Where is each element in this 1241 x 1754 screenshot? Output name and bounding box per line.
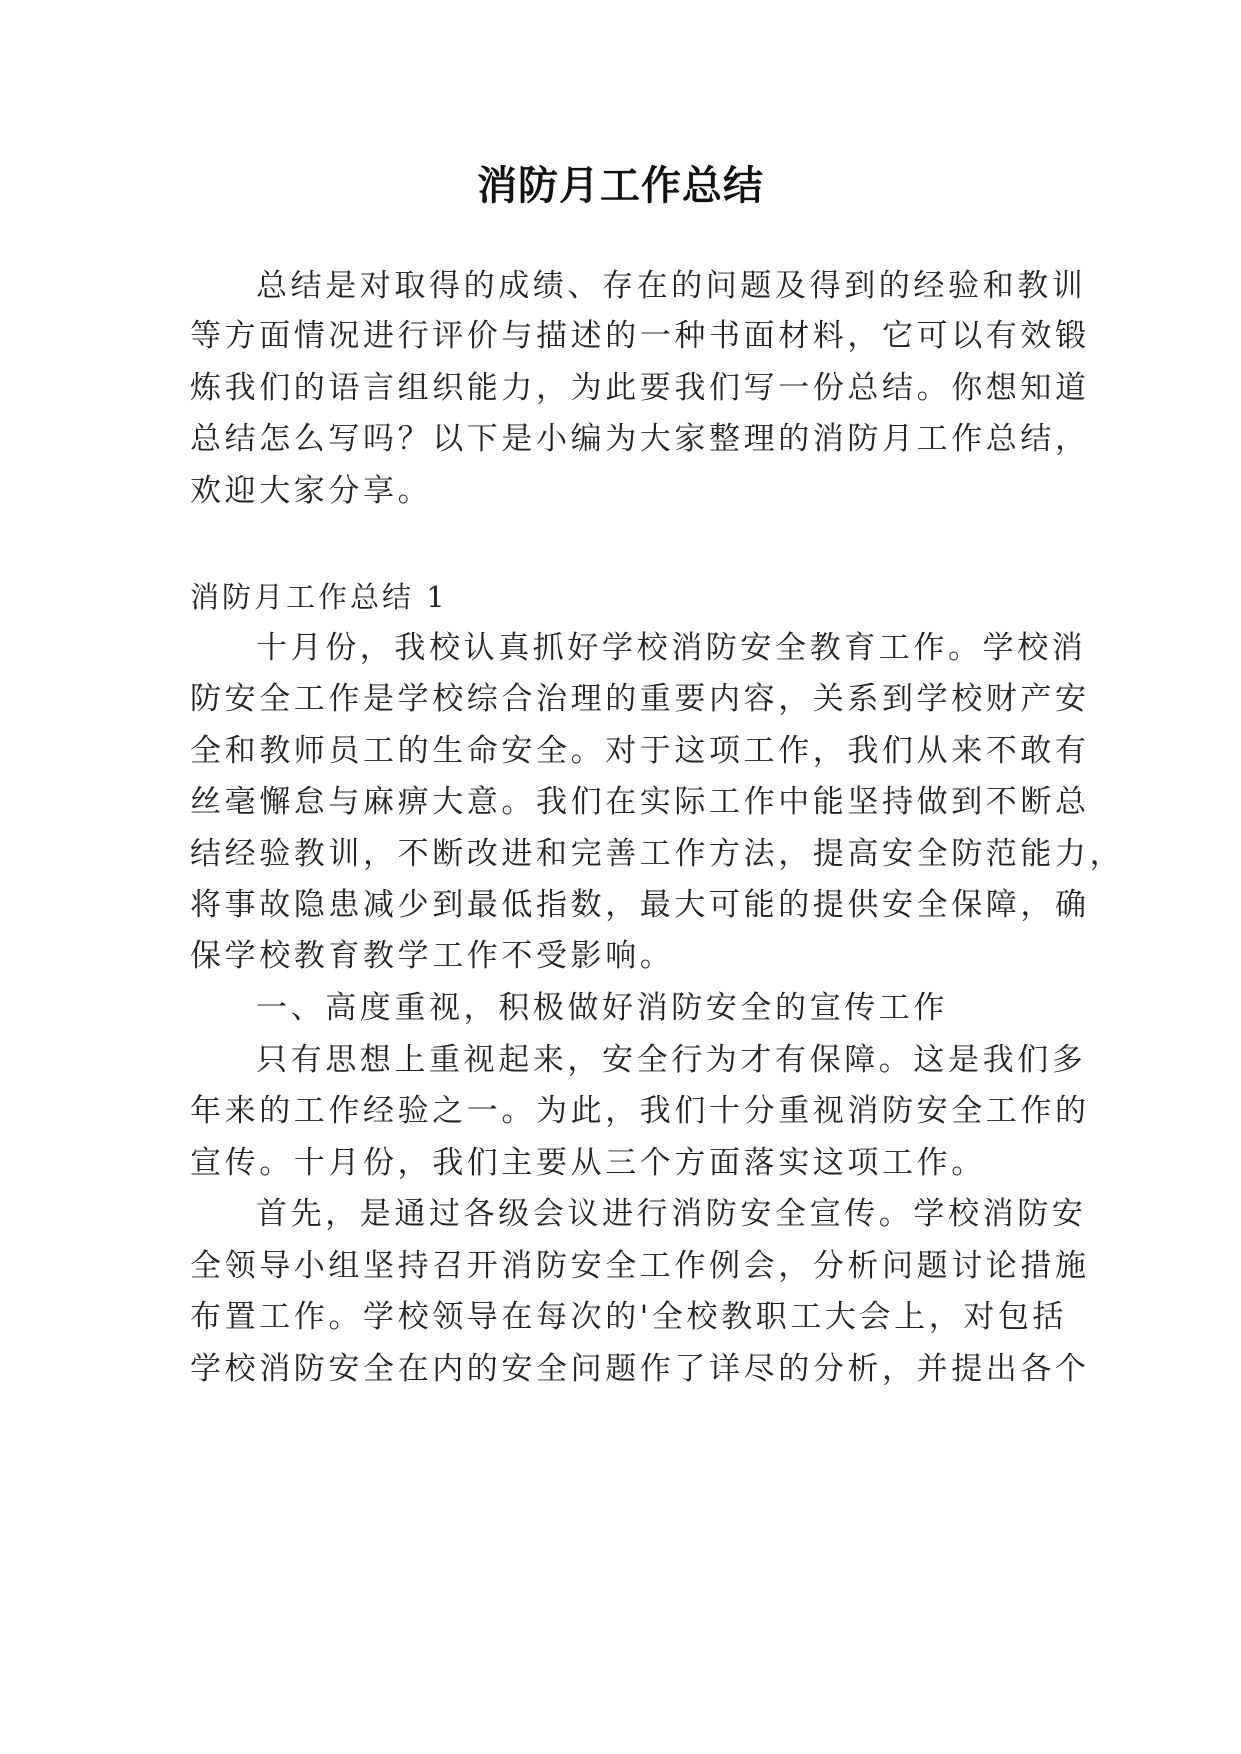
para1-line-5: 结经验教训，不断改进和完善工作方法，提高安全防范能力， [190, 836, 1125, 872]
intro-line-3: 炼我们的语言组织能力，为此要我们写一份总结。你想知道 [190, 370, 1090, 406]
para1-line-4: 丝毫懈怠与麻痹大意。我们在实际工作中能坚持做到不断总 [190, 784, 1090, 820]
para2-line-3: 宣传。十月份，我们主要从三个方面落实这项工作。 [190, 1145, 986, 1181]
para3-line-1: 首先，是通过各级会议进行消防安全宣传。学校消防安 [256, 1196, 1087, 1232]
section-heading: 消防月工作总结 1 [190, 580, 448, 614]
para1-line-3: 全和教师员工的生命安全。对于这项工作，我们从来不敢有 [190, 733, 1090, 769]
para1-line-7: 保学校教育教学工作不受影响。 [190, 938, 675, 974]
para1-line-1: 十月份，我校认真抓好学校消防安全教育工作。学校消 [256, 630, 1087, 666]
intro-line-1: 总结是对取得的成绩、存在的问题及得到的经验和教训 [256, 268, 1087, 304]
item1-heading: 一、高度重视，积极做好消防安全的宣传工作 [256, 990, 948, 1026]
intro-line-2: 等方面情况进行评价与描述的一种书面材料，它可以有效锻 [190, 318, 1090, 354]
para1-line-2: 防安全工作是学校综合治理的重要内容，关系到学校财产安 [190, 681, 1090, 717]
para3-line-3: 布置工作。学校领导在每次的'全校教职工大会上，对包括 [190, 1299, 1068, 1335]
para2-line-1: 只有思想上重视起来，安全行为才有保障。这是我们多 [256, 1042, 1087, 1078]
para3-line-4: 学校消防安全在内的安全问题作了详尽的分析，并提出各个 [190, 1351, 1090, 1387]
intro-line-5: 欢迎大家分享。 [190, 473, 433, 509]
para1-line-6: 将事故隐患减少到最低指数，最大可能的提供安全保障，确 [190, 887, 1090, 923]
para3-line-2: 全领导小组坚持召开消防安全工作例会，分析问题讨论措施 [190, 1248, 1090, 1284]
document-title: 消防月工作总结 [477, 163, 764, 209]
para2-line-2: 年来的工作经验之一。为此，我们十分重视消防安全工作的 [190, 1093, 1090, 1129]
intro-line-4: 总结怎么写吗？以下是小编为大家整理的消防月工作总结， [190, 421, 1090, 457]
